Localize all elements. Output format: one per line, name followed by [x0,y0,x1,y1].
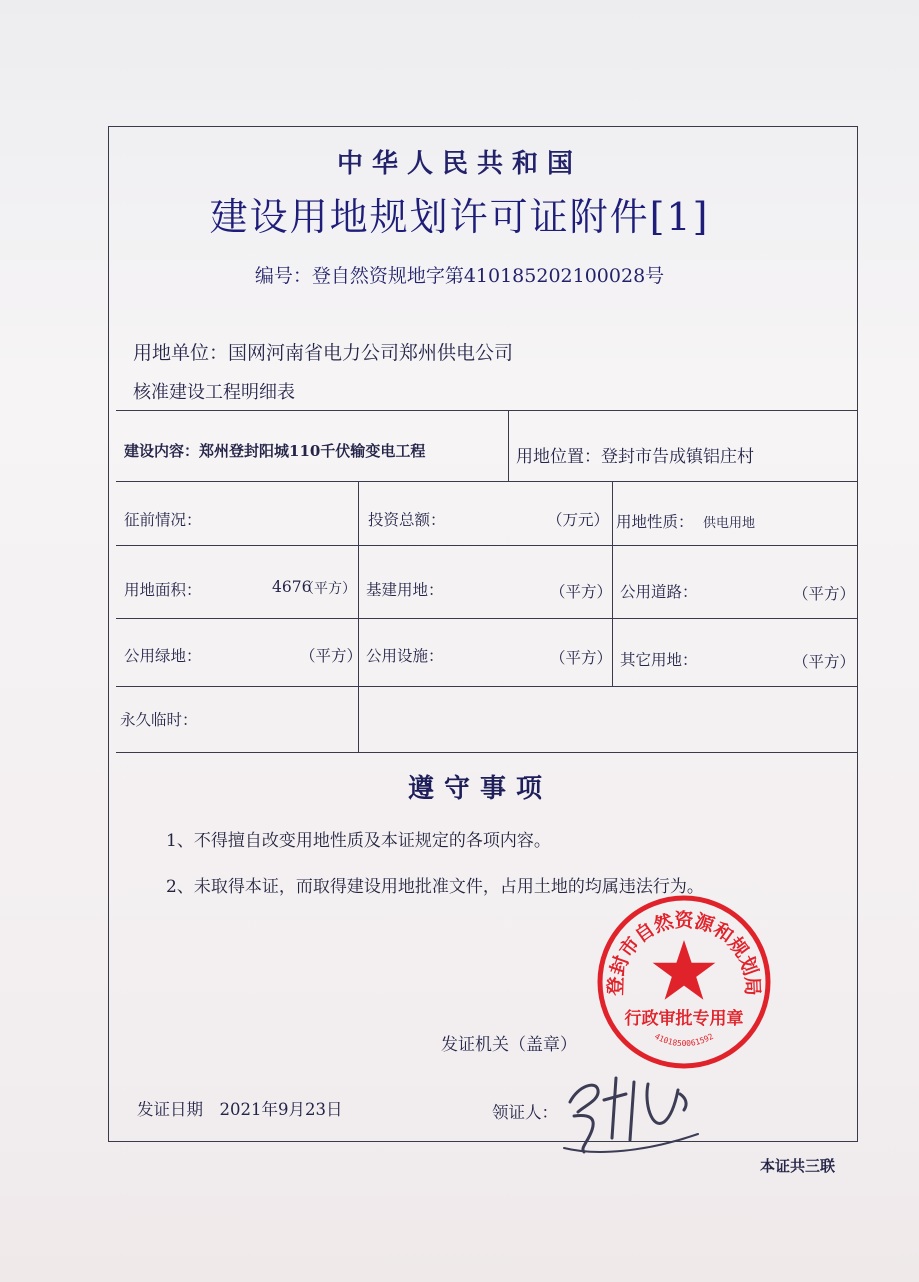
copies-note: 本证共三联 [760,1157,836,1175]
col-divider-1 [358,481,359,752]
issuer-label: 发证机关（盖章） [441,1035,577,1055]
table-caption: 核准建设工程明细表 [133,382,295,403]
issue-date: 发证日期 2021年9月23日 [137,1100,343,1119]
rules-title: 遵守事项 [407,774,552,804]
seal-arc-text: 登封市自然资源和规划局 [604,909,764,997]
land-location: 用地位置：登封市告成镇铝庄村 [516,447,754,467]
seal-code: 4101850061592 [653,1031,715,1049]
land-nature-label: 用地性质： [616,513,694,531]
col-divider-content [508,410,509,481]
area-unit: （平方） [300,581,356,597]
signature [556,1060,706,1160]
rule-item-2: 2、未取得本证，而取得建设用地批准文件，占用土地的均属违法行为。 [166,877,704,897]
serial-number: 编号：登自然资规地字第410185202100028号 [254,265,665,287]
rule-row1-bottom [116,545,858,546]
facility-label: 公用设施： [366,647,444,665]
area-value: 4676 [272,578,312,596]
facility-unit: （平方） [550,649,613,667]
rule-row4-bottom [116,752,858,753]
road-label: 公用道路： [620,583,698,601]
road-unit: （平方） [793,585,856,603]
rule-caption-bottom [116,410,858,411]
other-unit: （平方） [793,653,856,671]
green-unit: （平方） [300,647,363,665]
land-nature-value: 供电用地 [703,516,756,531]
official-seal [594,892,774,1072]
green-label: 公用绿地： [124,647,202,665]
seal-bottom-text: 行政审批专用章 [624,1009,744,1029]
land-unit: 用地单位：国网河南省电力公司郑州供电公司 [133,342,514,364]
construction-content: 建设内容：郑州登封阳城110千伏输变电工程 [124,442,426,460]
investment-label: 投资总额： [368,511,446,529]
area-label: 用地面积： [124,581,202,599]
infra-unit: （平方） [550,583,613,601]
star-icon [653,940,716,1000]
permanence-label: 永久临时： [120,711,198,729]
col-divider-2 [612,481,613,686]
rule-row3-bottom [116,686,858,687]
country-title: 中华人民共和国 [336,149,582,179]
recipient-label: 领证人： [492,1103,558,1122]
rule-row2-bottom [116,618,858,619]
other-label: 其它用地： [620,651,698,669]
certificate-title: 建设用地规划许可证附件[1] [209,195,710,239]
infra-label: 基建用地： [366,581,444,599]
pre-status-label: 征前情况： [124,511,202,529]
rule-content-bottom [116,481,858,482]
investment-unit: （万元） [547,511,610,529]
rule-item-1: 1、不得擅自改变用地性质及本证规定的各项内容。 [166,831,551,851]
